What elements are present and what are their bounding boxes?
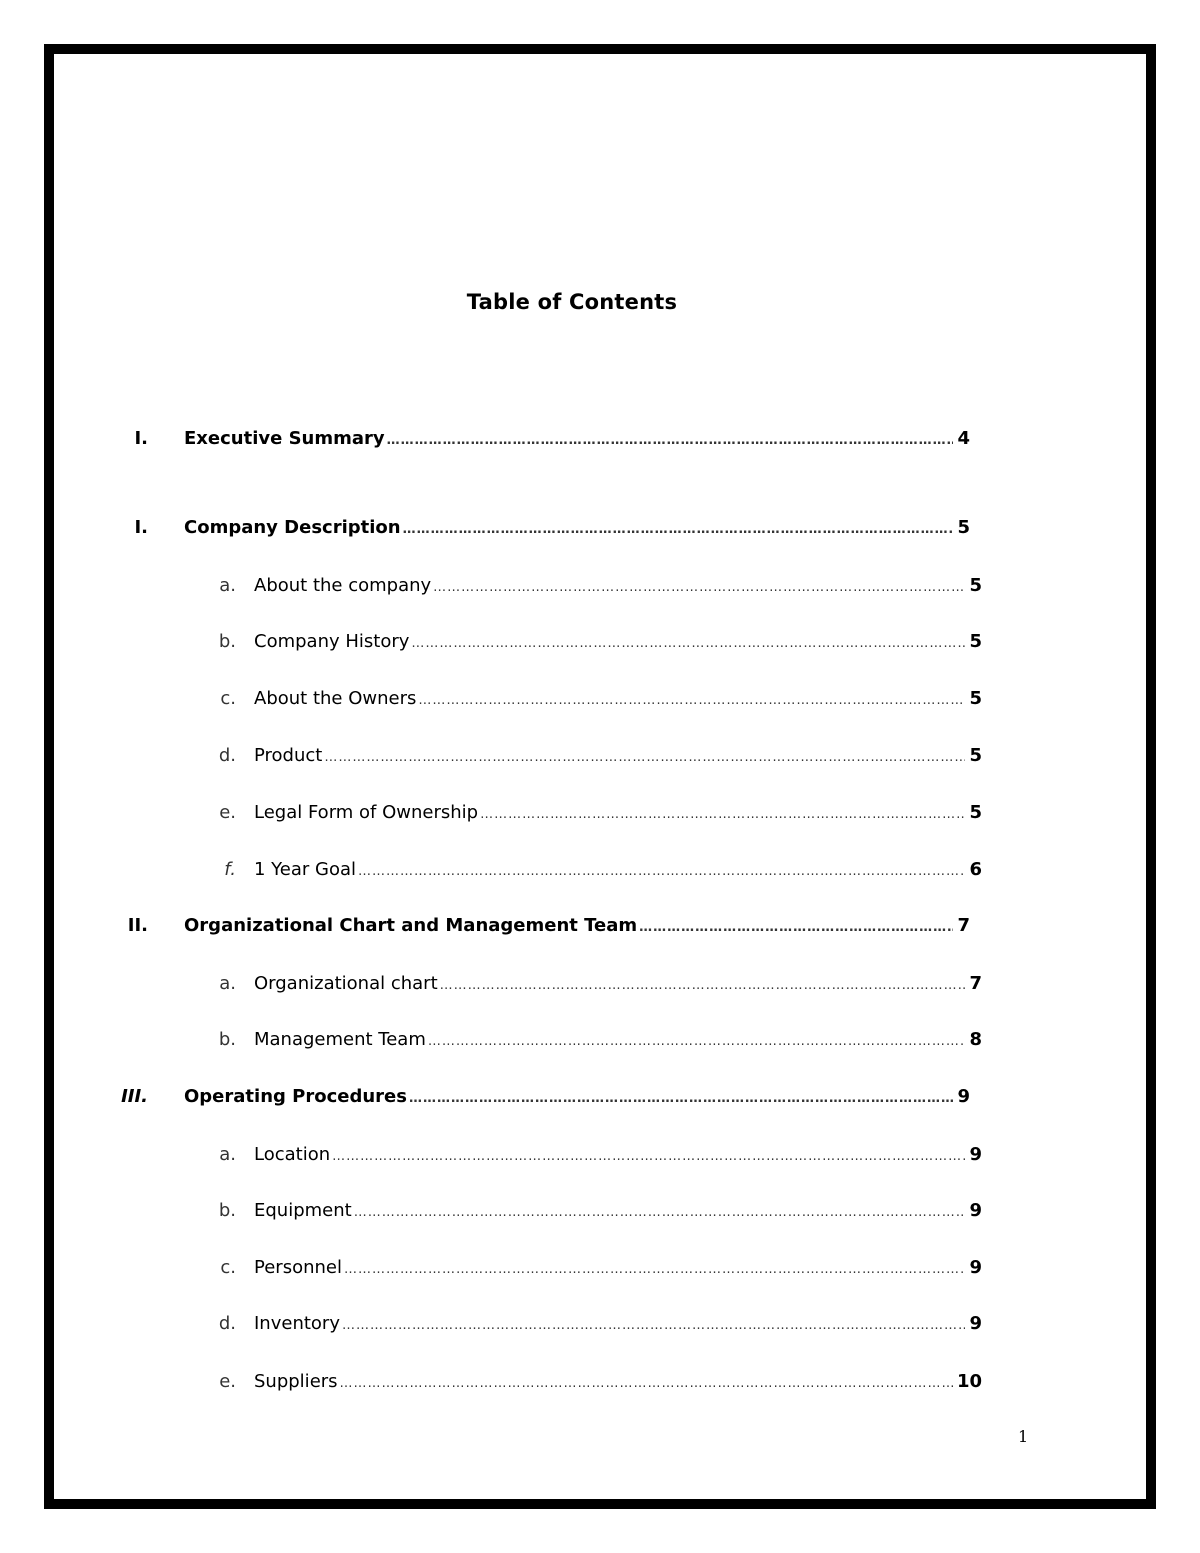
toc-entry-management-team[interactable] (254, 1029, 982, 1055)
toc-marker: I. (134, 517, 148, 538)
toc-marker: f. (224, 859, 236, 880)
toc-entry-equipment[interactable] (254, 1200, 982, 1226)
toc-marker: a. (219, 575, 236, 596)
toc-leader-dots (358, 864, 965, 879)
toc-leader-dots (340, 1376, 953, 1391)
toc-entry-page: 9 (969, 1200, 982, 1221)
toc-leader-dots (411, 636, 965, 651)
toc-marker: e. (219, 802, 236, 823)
toc-entry-company-description[interactable] (184, 517, 970, 543)
toc-marker: a. (219, 973, 236, 994)
toc-entry-page: 7 (957, 915, 970, 936)
toc-leader-dots (440, 978, 966, 993)
toc-entry-organizational-chart-and-management-team[interactable] (184, 915, 970, 941)
toc-entry-page: 5 (969, 745, 982, 766)
toc-entry-page: 5 (969, 631, 982, 652)
toc-entry-page: 5 (969, 688, 982, 709)
toc-entry-page: 5 (957, 517, 970, 538)
page-border (44, 44, 1156, 1509)
toc-entry-inventory[interactable] (254, 1313, 982, 1339)
toc-entry-1-year-goal[interactable] (254, 859, 982, 885)
toc-entry-label: Product (254, 745, 323, 766)
toc-entry-suppliers[interactable] (254, 1371, 982, 1397)
toc-entry-page: 5 (969, 802, 982, 823)
toc-entry-legal-form-of-ownership[interactable] (254, 802, 982, 828)
toc-leader-dots (342, 1318, 965, 1333)
toc-entry-page: 8 (969, 1029, 982, 1050)
toc-leader-dots (387, 433, 954, 448)
toc-entry-operating-procedures[interactable] (184, 1086, 970, 1112)
toc-entry-label: Operating Procedures (184, 1086, 407, 1107)
toc-leader-dots (403, 522, 954, 537)
toc-entry-page: 9 (957, 1086, 970, 1107)
toc-leader-dots (354, 1205, 966, 1220)
toc-leader-dots (428, 1034, 966, 1049)
toc-entry-label: Company History (254, 631, 410, 652)
toc-entry-label: Organizational Chart and Management Team (184, 915, 638, 936)
toc-entry-page: 10 (956, 1371, 982, 1392)
toc-entry-label: Organizational chart (254, 973, 438, 994)
toc-entry-location[interactable] (254, 1144, 982, 1170)
toc-entry-label: About the Owners (254, 688, 417, 709)
toc-entry-label: Suppliers (254, 1371, 338, 1392)
toc-entry-page: 9 (969, 1313, 982, 1334)
toc-entry-page: 7 (969, 973, 982, 994)
toc-entry-label: Inventory (254, 1313, 340, 1334)
toc-entry-label: About the company (254, 575, 432, 596)
toc-leader-dots (332, 1149, 965, 1164)
toc-entry-product[interactable] (254, 745, 982, 771)
toc-marker: a. (219, 1144, 236, 1165)
toc-leader-dots (480, 807, 965, 822)
toc-entry-label: Personnel (254, 1257, 342, 1278)
toc-marker: b. (218, 631, 236, 652)
toc-entry-label: Location (254, 1144, 331, 1165)
toc-entry-label: Equipment (254, 1200, 352, 1221)
toc-entry-organizational-chart[interactable] (254, 973, 982, 999)
toc-leader-dots (409, 1091, 953, 1106)
page-number: 1 (1018, 1427, 1029, 1446)
toc-entry-label: 1 Year Goal (254, 859, 356, 880)
toc-leader-dots (344, 1262, 965, 1277)
toc-marker: c. (220, 688, 236, 709)
toc-entry-label: Legal Form of Ownership (254, 802, 479, 823)
toc-marker: II. (127, 915, 148, 936)
toc-marker: b. (218, 1200, 236, 1221)
toc-marker: d. (218, 745, 236, 766)
toc-entry-company-history[interactable] (254, 631, 982, 657)
toc-entry-page: 6 (969, 859, 982, 880)
toc-entry-label: Management Team (254, 1029, 426, 1050)
toc-entry-label: Company Description (184, 517, 401, 538)
page-title: Table of Contents (466, 290, 678, 314)
toc-entry-label: Executive Summary (184, 428, 385, 449)
toc-entry-page: 9 (969, 1144, 982, 1165)
toc-marker: I. (134, 428, 148, 449)
toc-leader-dots (324, 750, 965, 765)
toc-entry-about-the-owners[interactable] (254, 688, 982, 714)
toc-entry-page: 5 (969, 575, 982, 596)
toc-marker: d. (218, 1313, 236, 1334)
toc-entry-page: 9 (969, 1257, 982, 1278)
toc-marker: e. (219, 1371, 236, 1392)
toc-leader-dots (418, 693, 965, 708)
toc-marker: b. (218, 1029, 236, 1050)
toc-leader-dots (639, 920, 953, 935)
toc-entry-executive-summary[interactable] (184, 428, 970, 454)
toc-leader-dots (433, 580, 965, 595)
toc-marker: c. (220, 1257, 236, 1278)
toc-entry-about-the-company[interactable] (254, 575, 982, 601)
toc-marker: III. (121, 1086, 148, 1107)
toc-entry-personnel[interactable] (254, 1257, 982, 1283)
toc-entry-page: 4 (957, 428, 970, 449)
